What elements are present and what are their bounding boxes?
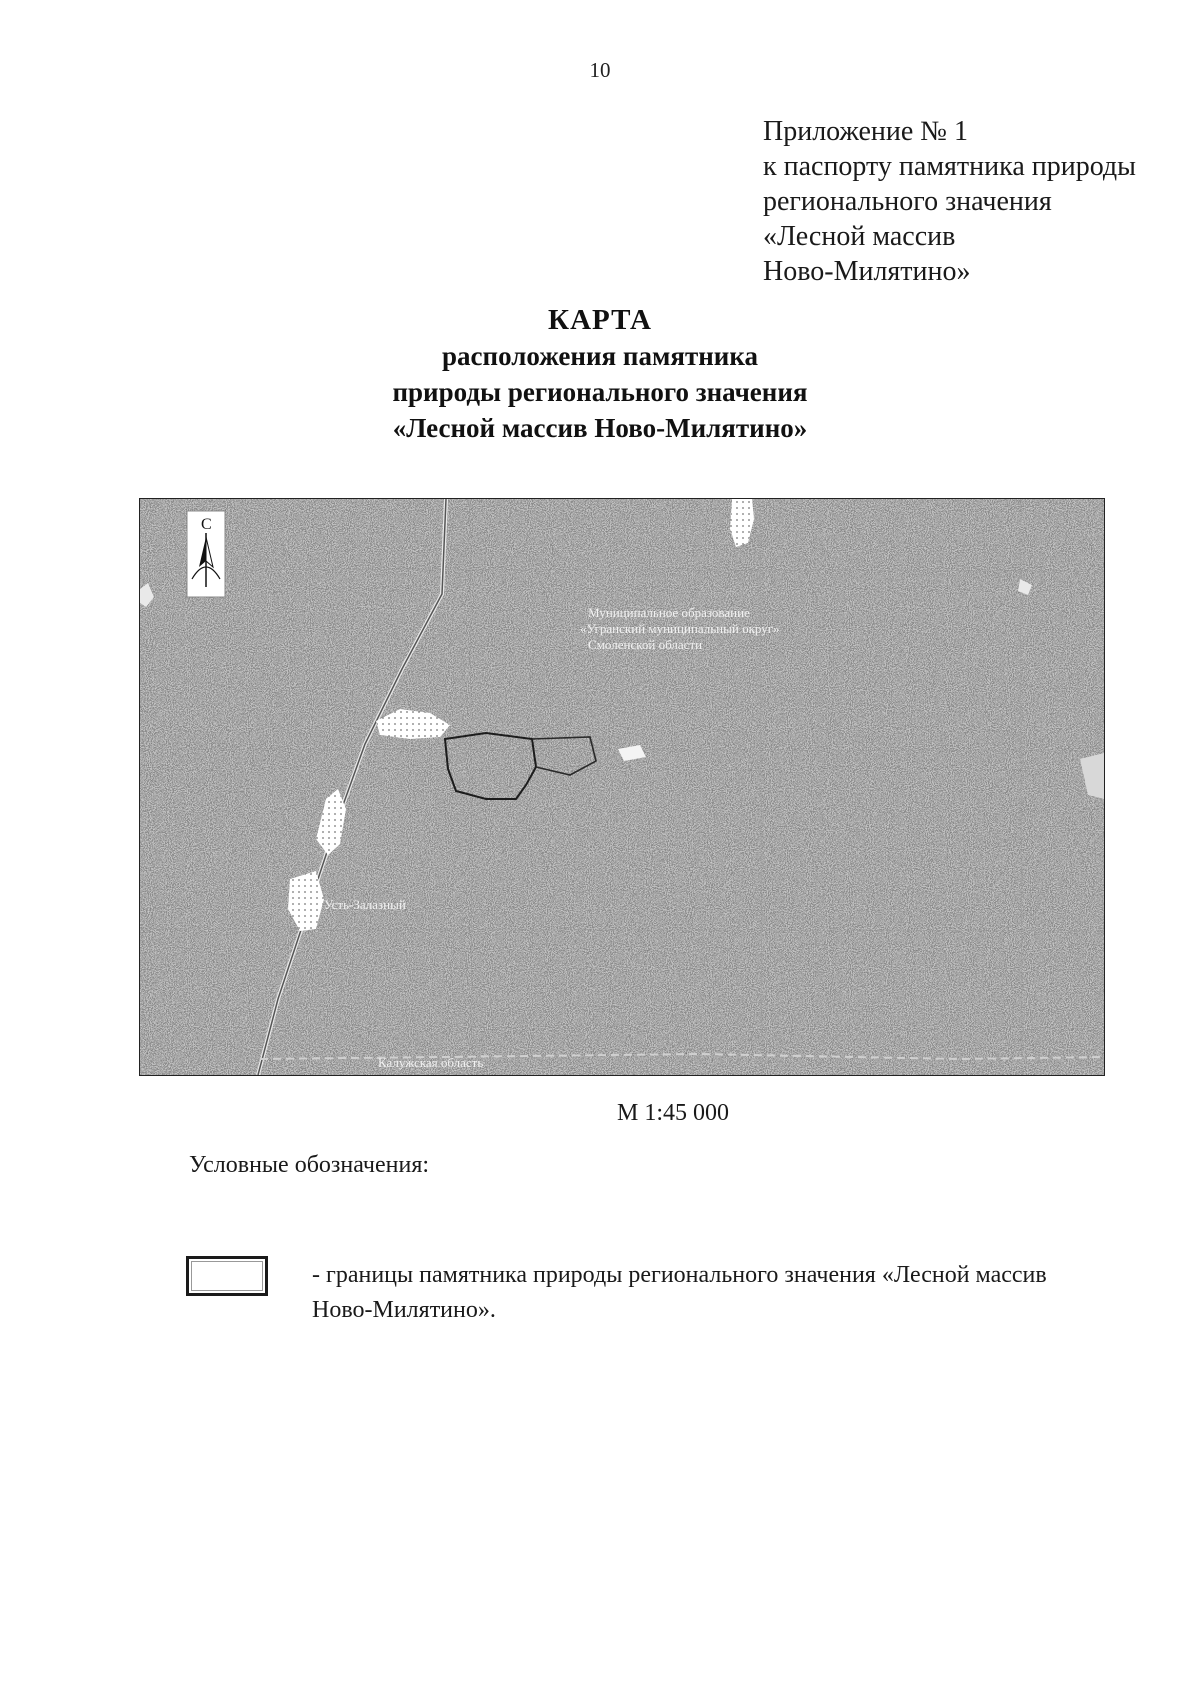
map-title-line: природы регионального значения xyxy=(392,377,808,407)
appendix-line: Ново-Милятино» xyxy=(763,256,971,287)
village-label: Усть-Залазный xyxy=(324,897,406,912)
municipality-label-line: Муниципальное образование xyxy=(588,605,750,620)
appendix-line: к паспорту памятника природы xyxy=(763,151,1136,182)
appendix-line: регионального значения xyxy=(763,186,1052,217)
legend-item-line: - границы памятника природы регионального значения «Лесной массив xyxy=(312,1262,1047,1288)
map-title-main: КАРТА xyxy=(548,304,652,336)
legend-item-line: Ново-Милятино». xyxy=(312,1297,496,1323)
page-number: 10 xyxy=(589,58,611,82)
north-arrow xyxy=(187,511,225,597)
map-image xyxy=(140,499,1104,1075)
legend-title: Условные обозначения: xyxy=(189,1152,430,1178)
municipality-label-line: Смоленской области xyxy=(588,637,703,652)
map-scale: М 1:45 000 xyxy=(617,1100,730,1126)
terrain-texture xyxy=(140,499,1104,1075)
municipality-label-line: «Угранский муниципальный округ» xyxy=(580,621,780,636)
region-label: Калужская область xyxy=(378,1055,484,1070)
appendix-line: Приложение № 1 xyxy=(763,116,968,147)
appendix-heading xyxy=(763,114,1136,289)
north-letter: С xyxy=(201,516,212,533)
map-title-line: «Лесной массив Ново-Милятино» xyxy=(392,413,808,443)
map-title-line: расположения памятника xyxy=(442,341,758,371)
boundary-legend-symbol xyxy=(186,1256,268,1296)
map-title xyxy=(0,302,1200,446)
legend-item-text xyxy=(312,1258,1112,1328)
appendix-line: «Лесной массив xyxy=(763,221,956,252)
location-map xyxy=(139,498,1105,1076)
